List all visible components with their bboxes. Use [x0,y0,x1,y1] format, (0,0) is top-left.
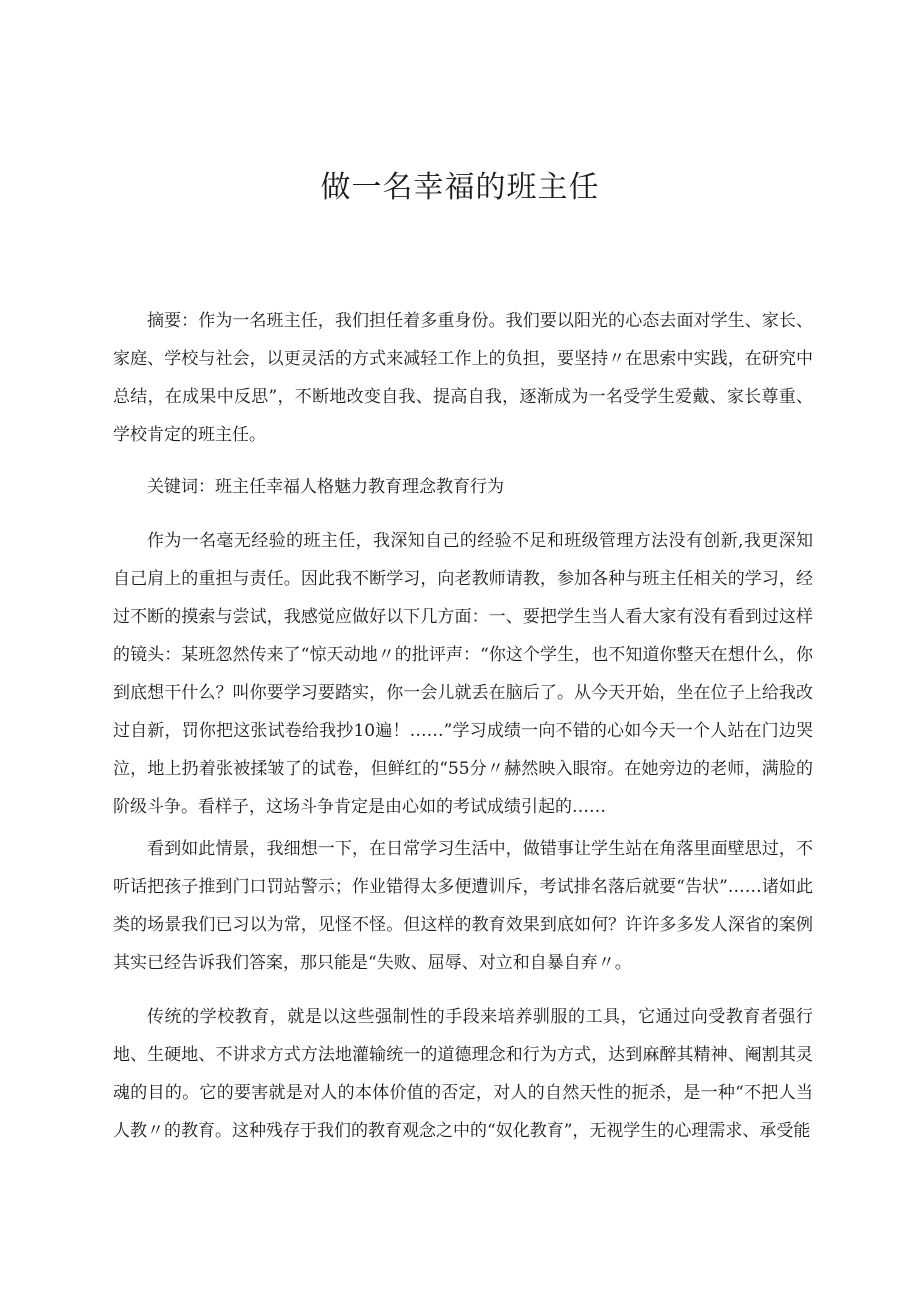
body-paragraph-1: 作为一名毫无经验的班主任，我深知自己的经验不足和班级管理方法没有创新,我更深知自己肩上的重担与责任。因此我不断学习，向老教师请教，参加各种与班主任相关的学习，经过不断的摸索与尝试，我感觉应做好以下几方面：一、要把学生当人看大家有没有看到过这样的镜头：某班忽然传来了“惊天动地〃的批评声：“你这个学生，也不知道你整天在想什么，你到底想干什么？叫你要学习要踏实，你一会儿就丢在脑后了。从今天开始，坐在位子上给我改过自新，罚你把这张试卷给我抄10遍！……”学习成绩一向不错的心如今天一个人站在门边哭泣，地上扔着张被揉皱了的试卷，但鲜红的“55分〃赫然映入眼帘。在她旁边的老师，满脸的阶级斗争。看样子，这场斗争肯定是由心如的考试成绩引起的…… [113,531,813,817]
abstract-paragraph: 摘要：作为一名班主任，我们担任着多重身份。我们要以阳光的心态去面对学生、家长、家庭、学校与社会，以更灵活的方式来减轻工作上的负担，要坚持〃在思索中实践，在研究中总结，在成果中反思”，不断地改变自我、提高自我，逐渐成为一名受学生爱戴、家长尊重、学校肯定的班主任。 [113,311,813,445]
body-paragraph-2: 看到如此情景，我细想一下，在日常学习生活中，做错事让学生站在角落里面壁思过，不听话把孩子推到门口罚站警示；作业错得太多便遭训斥，考试排名落后就要“告状”……诸如此类的场景我们已习以为常，见怪不怪。但这样的教育效果到底如何？许许多多发人深省的案例其实已经告诉我们答案，那只能是“失败、屈辱、对立和自暴自弃〃。 [113,839,813,973]
document-title: 做一名幸福的班主任 [320,170,600,205]
keywords-paragraph: 关键词：班主任幸福人格魅力教育理念教育行为 [147,477,504,497]
body-paragraph-3: 传统的学校教育，就是以这些强制性的手段来培养驯服的工具，它通过向受教育者强行地、生硬地、不讲求方式方法地灌输统一的道德理念和行为方式，达到麻醉其精神、阉割其灵魂的目的。它的要害就是对人的本体价值的否定，对人的自然天性的扼杀，是一种“不把人当人教〃的教育。这种残存于我们的教育观念之中的“奴化教育”，无视学生的心理需求、承受能 [113,1007,813,1141]
